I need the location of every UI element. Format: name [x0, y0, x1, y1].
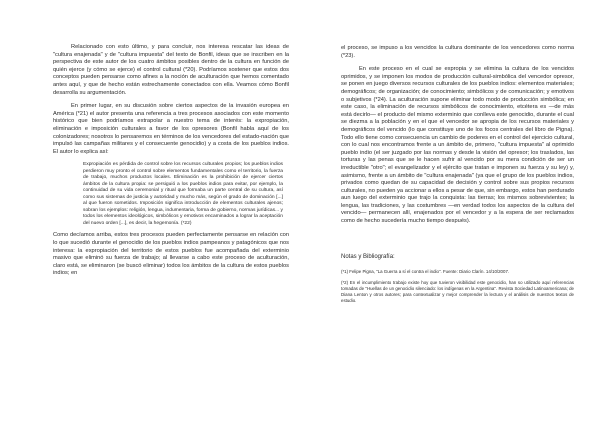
paragraph: Relacionado con esto último, y para concluir, nos interesa rescatar las ideas de "cultura enajenada" y de "cultura impuesta" del texto de Bonfil, ideas que se inscriben en la perspectiva de este autor de los cuatro ámbitos posibles dentro de la cultura en función de quién ejerce (y cómo se ejerce) el control cultural (*20). Podríamos sostener que estos dos conceptos pueden pensarse como afines a la noción de aculturación que hemos comentado antes aquí, y que de hecho están estrechamente conectados con ella. Veamos cómo Bonfil desarrolla su argumentación.: [53, 44, 289, 96]
footnote: (*1) Felipe Pigna, "La Guerra a sí el contra el indio". Fuente: Diario Clarín. 14/10/2007.: [341, 269, 510, 275]
right-column: [341, 45, 574, 304]
paragraph: Como decíamos arriba, estos tres procesos pueden perfectamente pensarse en relación con lo que sucedió durante el genocidio de los pueblos indios pampeanos y patagónicos que nos interesa: la expropiación del territorio de estos pueblos fue acompañada del exterminio masivo que eliminó su fuerza de trabajo; al llevarse a cabo este proceso de aculturación, claro está, se eliminaron (se buscó eliminar) todos los ámbitos de la cultura de estos pueblos indios; en: [53, 232, 289, 277]
paragraph: En este proceso en el cual se expropia y se elimina la cultura de los vencidos oprimidos, y se imponen los modos de producción cultural-simbólica del vencedor opresor, se ponen en juego diversos recursos culturales de los pueblos indios: elementos materiales; demográficos; de organización; de conocimiento; simbólicos y de comunicación; y emotivos o subjetivos (*24). La aculturación supone eliminar todo modo de producción simbólica; en este caso, la eliminación de recursos simbólicos de conocimiento, etcétera es —de más está decirlo— el producto del mismo exterminio que conlleva este genocidio, durante el cual se diezma a la población y en el que el vencedor se apropia de los recursos materiales y demográficos del vencido (lo que constituye uno de los focos centrales del libro de Pigna). Todo ello tiene como consecuencia un cambio de poderes en el control del ejercicio cultural, con lo cual nos encontramos frente a un ámbito de, primero, "cultura impuesta" al oprimido pueblo indio (el ser juzgado por las normas y desde la visión del opresor; los traslados, las torturas y las penas que se le hacen sufrir al vencido por su mera condición de ser un irreductible "otro"; el evangelizador y el ejército que tratan e imponen su fuerza y su ley) y, asimismo, frente a un ámbito de "cultura enajenada" (ya que el grupo de los pueblos indios, privados como quedan de su capacidad de decisión y control sobre sus propios recursos culturales, no pueden ya accionar a ellos a pesar de que, sin embargo, estos han perdurado aun luego del exterminio que trajo la conquista: las tierras; los mismos sobrevivientes; la lengua, las tradiciones, y las costumbres —en verdad todos los aspectos de la cultura del vencido— permanecen allí, enajenados por el vencedor y a la espera de ser reclamados como de hecho sucedería mucho tiempo después).: [341, 66, 574, 225]
notes-heading: Notas y Bibliografía:: [341, 253, 395, 260]
block-quote: Expropiación es pérdida de control sobre los recursos culturales propios; los pueblos indios perdieron muy pronto el control sobre elementos fundamentales como el territorio, la fuerza de trabajo, muchos productos locales. Eliminación es la prohibición de ejercer ciertos ámbitos de la cultura propia: se persiguió a los pueblos indios para evitar, por ejemplo, la continuidad de su vida ceremonial y ritual que formaba un parte central de su cultura, así como sus sistemas de justicia y autoridad y mucho más, según el grado de dominación [...] al que fueron sometidos. Imposición significa introducción de elementos culturales ajenos; sobran los ejemplos: religión, lengua, indumentaria, forma de gobierno, normas jurídicas... y todos los elementos ideológicos, simbólicos y emotivos encaminados a lograr la aceptación del nuevo orden [...], es decir, la hegemonía. (*22): [83, 162, 283, 226]
footnote: (*2) En el incumplimiento trabajo existe hoy que tuvieron visibilidad este genocidio, han so utilizado aquí referencias tomadas de "Huellas de un genocidio silenciado: los indígenas en la Argentina". Revista Sociedad Latinoamericana; de Diana Lenton y otros autores; para contextualizar y mejor comprender la lectura y el análisis de nuestros textos de estudio.: [341, 280, 574, 304]
paragraph: En primer lugar, en su discusión sobre ciertos aspectos de la invasión europea en América (*21) el autor presenta una referencia a tres procesos asociados con este momento histórico que bien podríamos extrapolar a nuestro tema de interés: la expropiación, eliminación e imposición culturales a favor de los opresores (Bonfil habla aquí de los colonizadores; nosotros lo pensaremos en términos de los vencedores del estado-nación que impulsó las campañas militares y el consecuente genocidio) y a costa de los pueblos indios. El autor lo explica así:: [53, 103, 289, 155]
paragraph: el proceso, se impuso a los vencidos la cultura dominante de los vencedores como norma (*23).: [341, 45, 574, 59]
left-column: [53, 44, 289, 278]
